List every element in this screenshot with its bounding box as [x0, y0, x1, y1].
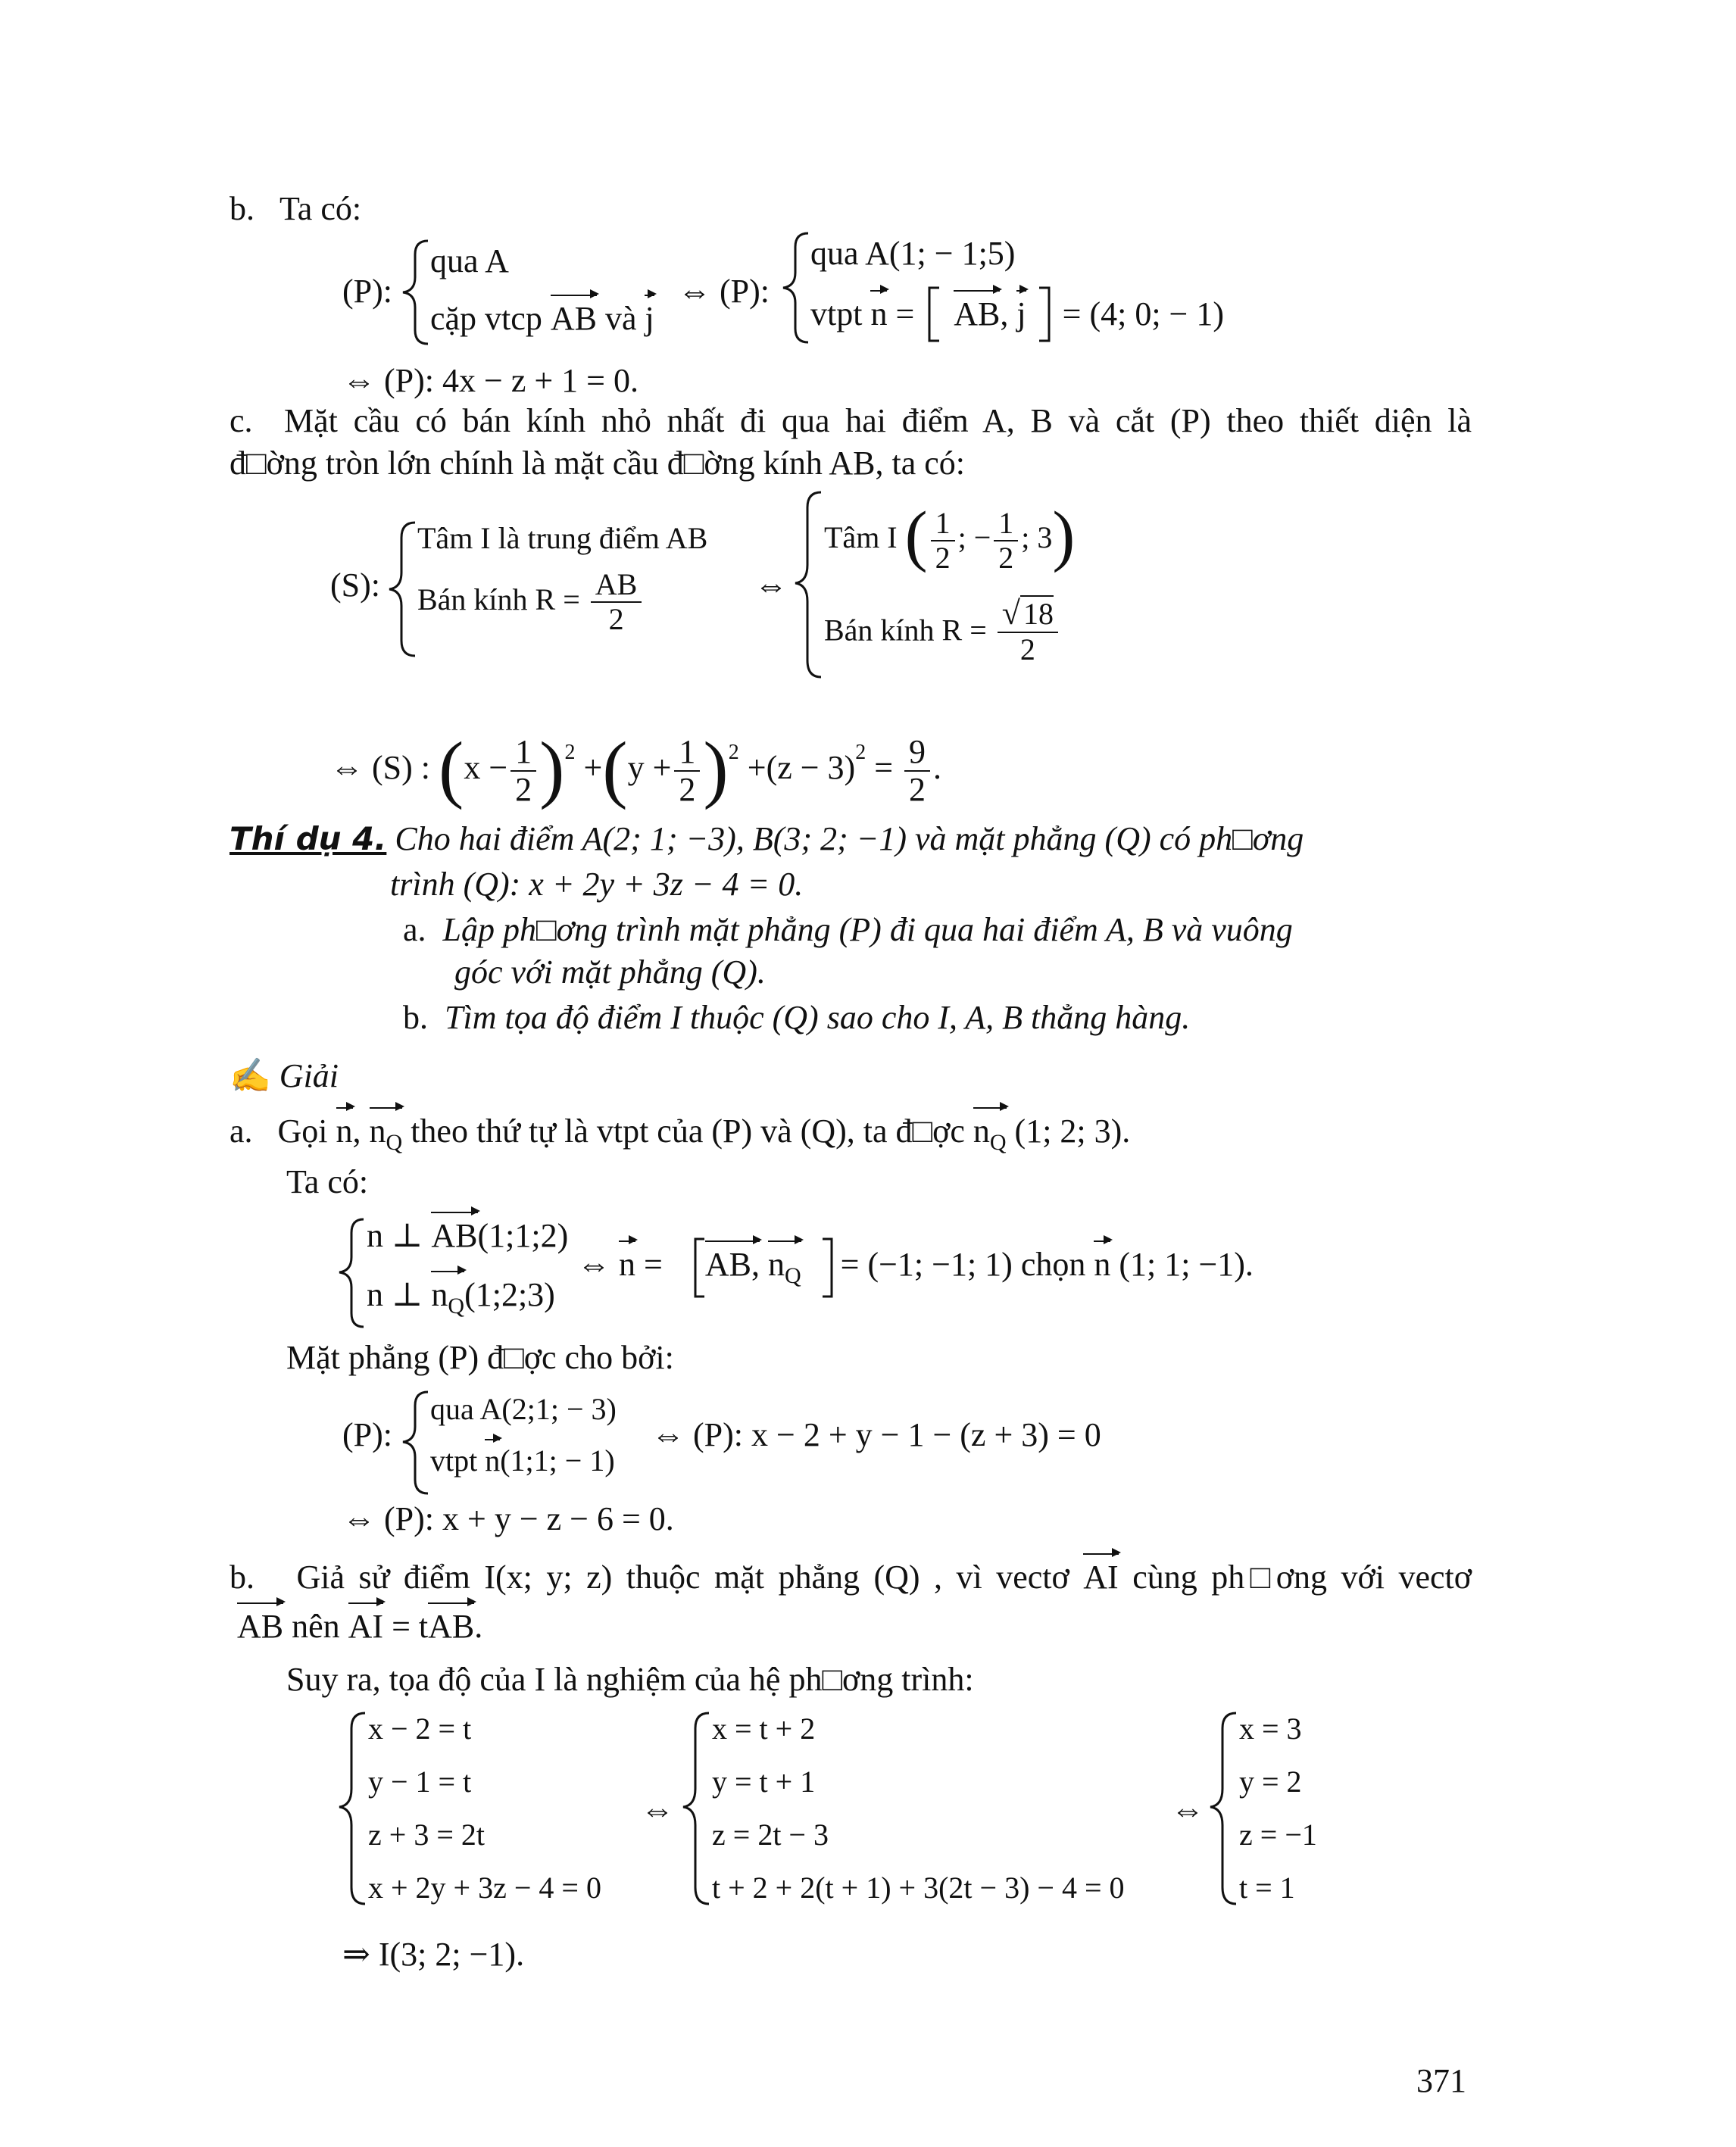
- solution-a-sys-result: ⇔ n = AB, $n_Q = (-1$; −1; 1) chọn n (1; 1; −1).: [577, 1244, 1254, 1290]
- brace: [339, 1219, 364, 1327]
- part-b-system2-line2: vtpt n = AB, j = (4; 0; − 1): [810, 293, 1224, 335]
- solution-plane-name: (P):: [342, 1416, 392, 1453]
- system-c-row: t = 1: [1239, 1871, 1295, 1905]
- vector-nq: $n_Q$: [973, 1110, 1007, 1157]
- part-c-line1: c. Mặt cầu có bán kính nhỏ nhất đi qua hai điểm A, B và cắt (P) theo thiết diện là: [229, 402, 1472, 439]
- solution-a-line1: a. Gọi n, $n_Q$ theo thứ tự là vtpt của (P) và (Q), ta đ□ợc $n_Q$ (1; 2; 3).: [229, 1110, 1130, 1157]
- system-c-row: x = 3: [1239, 1712, 1302, 1746]
- vector-nq: $n_Q$: [370, 1110, 403, 1157]
- pencil-hand-icon: ✍: [229, 1057, 271, 1094]
- system-b-row: x = t + 2: [712, 1712, 816, 1746]
- part-b-equiv: ⇔ (P):: [678, 273, 770, 310]
- brace: [403, 1392, 428, 1493]
- part-c-right-line1: Tâm I ( $\frac{1}{2}$ ; − $\frac{1}{2}$ ; 3): [824, 498, 1076, 575]
- page-number: 371: [1416, 2062, 1466, 2099]
- part-b-conclusion: ⇔ (P): 4x − z + 1 = 0.: [342, 362, 639, 399]
- brace: [795, 492, 821, 677]
- brace: [683, 1713, 709, 1904]
- system-equiv-1: ⇔: [641, 1791, 674, 1828]
- system-c-row: y = 2: [1239, 1765, 1302, 1799]
- part-c-left-line1: Tâm I là trung điểm AB: [417, 521, 708, 555]
- example-4-item-a-line1: a. Lập ph□ơng trình mặt phẳng (P) đi qua hai điểm A, B và vuông: [403, 911, 1293, 948]
- part-b-system1-line2: cặp vtcp AB và j: [430, 298, 654, 339]
- solution-a-sys-line2: n ⊥ $n_Q(1;2;3)$: [367, 1274, 555, 1321]
- vector-ab: AB: [954, 293, 1000, 335]
- system-c-row: z = −1: [1239, 1818, 1317, 1852]
- system-a-row: y − 1 = t: [368, 1765, 472, 1799]
- system-equiv-2: ⇔: [1171, 1791, 1204, 1828]
- part-c-sphere-equation: ⇔ (S) : (x − $\frac{1}{2}$ )$^2$ +(y + $\frac{1}{2}$ )$^2 +(z - 3)^2$ = $\frac{9}{2}$ .: [330, 726, 942, 810]
- brace: [403, 241, 428, 344]
- system-a-row: z + 3 = 2t: [368, 1818, 485, 1852]
- vector-j: j: [1016, 293, 1026, 335]
- part-b-system1-name: (P):: [342, 273, 392, 310]
- brace: [339, 1713, 365, 1904]
- vector-j: j: [645, 298, 654, 339]
- vector-ai: AI: [348, 1606, 383, 1647]
- example-heading: Thí dụ 4.: [229, 820, 387, 857]
- part-c-equiv: ⇔: [754, 566, 788, 604]
- system-a-row: x + 2y + 3z − 4 = 0: [368, 1871, 601, 1905]
- solution-b-line1: b. Giả sử điểm I(x; y; z) thuộc mặt phẳng (Q) , vì vectơ AI cùng ph□ơng với vectơ: [229, 1556, 1472, 1598]
- part-b-label: b. Ta có:: [229, 190, 362, 227]
- vector-ab: AB: [237, 1606, 283, 1647]
- solution-a-taco: Ta có:: [286, 1163, 369, 1200]
- solution-plane-equiv: ⇔ (P): x − 2 + y − 1 − (z + 3) = 0: [651, 1416, 1101, 1453]
- part-c-right-line2: Bán kính R = $\frac{√ 18}{2}$: [824, 595, 1061, 666]
- example-4-line2: trình (Q): x + 2y + 3z − 4 = 0.: [390, 866, 804, 903]
- brace: [783, 233, 808, 342]
- system-b-row: t + 2 + 2(t + 1) + 3(2t − 3) − 4 = 0: [712, 1871, 1125, 1905]
- system-a-row: x − 2 = t: [368, 1712, 472, 1746]
- solution-plane-intro: Mặt phẳng (P) đ□ợc cho bởi:: [286, 1339, 674, 1376]
- solution-b-line2: AB nên AI = tAB.: [237, 1606, 482, 1647]
- part-c-left-line2: Bán kính R = $\frac{AB}{2}$: [417, 568, 645, 636]
- vector-n: n: [336, 1110, 353, 1152]
- part-c-system-name: (S):: [330, 566, 380, 604]
- solution-plane-line1: qua A(2;1; − 3): [430, 1392, 617, 1426]
- vector-ai: AI: [1083, 1556, 1118, 1598]
- brace: [1210, 1713, 1236, 1904]
- solution-a-sys-line1: n ⊥ AB(1;1;2): [367, 1215, 568, 1256]
- example-4-item-b: b. Tìm tọa độ điểm I thuộc (Q) sao cho I, A, B thẳng hàng.: [403, 999, 1191, 1036]
- solution-b-line3: Suy ra, tọa độ của I là nghiệm của hệ ph□ơng trình:: [286, 1661, 974, 1698]
- system-b-row: y = t + 1: [712, 1765, 816, 1799]
- brace: [389, 523, 415, 656]
- vector-n: n: [870, 293, 887, 335]
- solution-heading: ✍ Giải: [229, 1057, 339, 1094]
- solution-final: ⇒ I(3; 2; −1).: [342, 1936, 525, 1973]
- part-b-system1-line1: qua A: [430, 242, 509, 279]
- example-4-item-a-line2: góc với mặt phẳng (Q).: [454, 953, 766, 991]
- vector-ab: AB: [428, 1606, 474, 1647]
- system-b-row: z = 2t − 3: [712, 1818, 829, 1852]
- vector-ab: AB: [551, 298, 597, 339]
- solution-plane-line2: vtpt n(1;1; − 1): [430, 1442, 615, 1480]
- solution-plane-result: ⇔ (P): x + y − z − 6 = 0.: [342, 1500, 674, 1537]
- part-c-line2: đ□ờng tròn lớn chính là mặt cầu đ□ờng kính AB, ta có:: [229, 445, 966, 482]
- part-b-system2-line1: qua A(1; − 1;5): [810, 235, 1016, 272]
- example-4-line1: Thí dụ 4. Cho hai điểm A(2; 1; −3), B(3; 2; −1) và mặt phẳng (Q) có ph□ơng: [229, 820, 1304, 857]
